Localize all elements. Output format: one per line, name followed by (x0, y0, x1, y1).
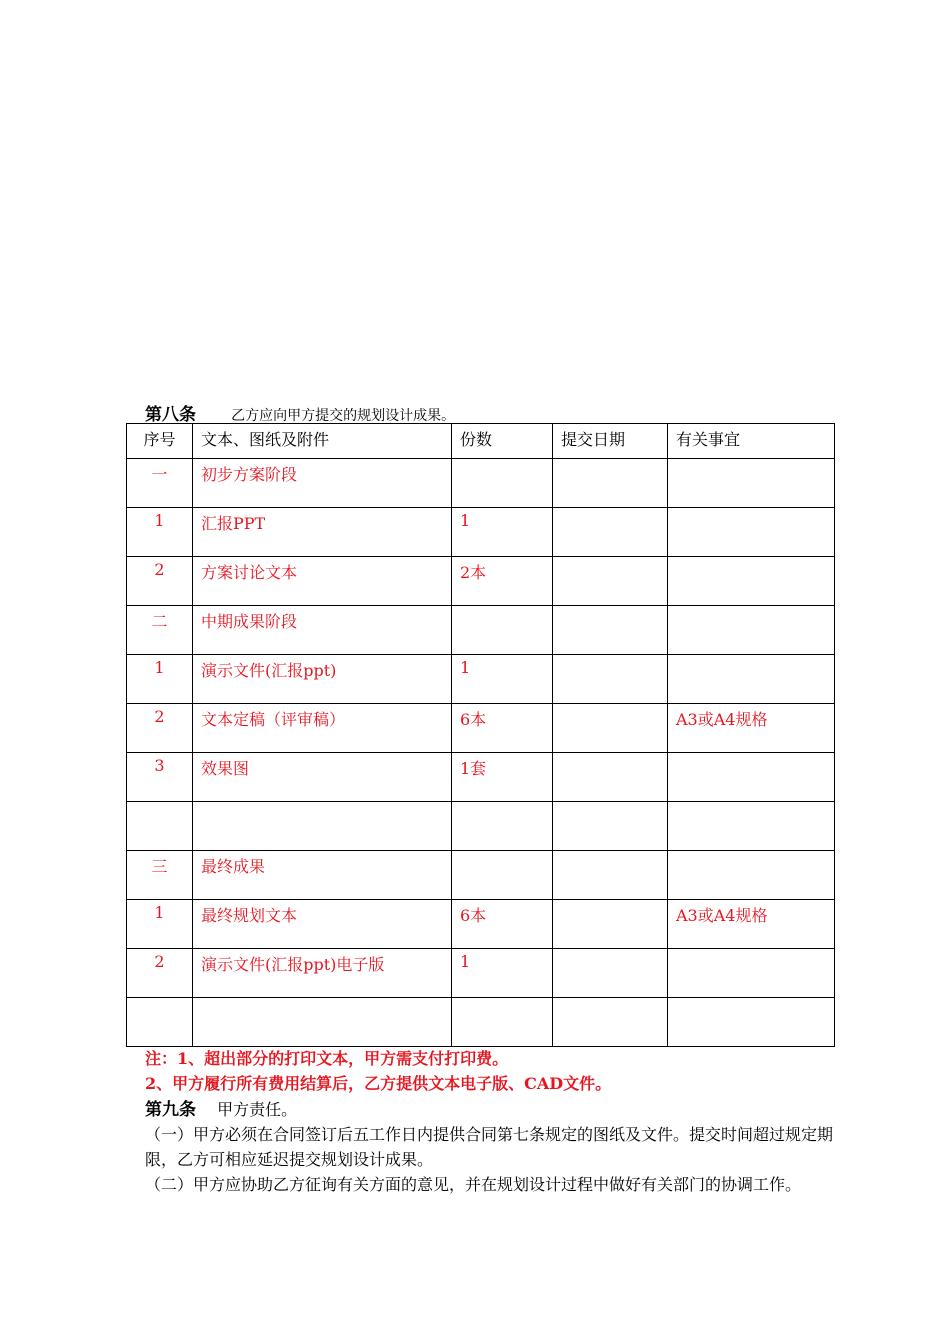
header-notes: 有关事宜 (668, 424, 835, 459)
note-line-1: 注：1、超出部分的打印文本，甲方需支付打印费。 (145, 1049, 509, 1068)
cell-notes (668, 508, 835, 557)
cell-index: 2 (127, 704, 193, 753)
cell-date (553, 557, 668, 606)
cell-notes: A3或A4规格 (668, 704, 835, 753)
cell-copies: 6本 (452, 900, 553, 949)
cell-copies: 2本 (452, 557, 553, 606)
cell-date (553, 998, 668, 1047)
table-row (127, 606, 835, 655)
cell-notes: A3或A4规格 (668, 900, 835, 949)
cell-date (553, 606, 668, 655)
cell-document: 汇报PPT (193, 508, 452, 557)
cell-document: 最终成果 (193, 851, 452, 900)
cell-index (127, 802, 193, 851)
cell-document: 文本定稿（评审稿） (193, 704, 452, 753)
cell-document: 初步方案阶段 (193, 459, 452, 508)
table-row (127, 851, 835, 900)
cell-notes (668, 557, 835, 606)
table-row (127, 655, 835, 704)
cell-copies (452, 459, 553, 508)
cell-index: 二 (127, 606, 193, 655)
cell-date (553, 655, 668, 704)
cell-notes (668, 851, 835, 900)
cell-notes (668, 459, 835, 508)
header-copies: 份数 (452, 424, 553, 459)
note-line-2: 2、甲方履行所有费用结算后，乙方提供文本电子版、CAD文件。 (145, 1074, 612, 1093)
table-row (127, 459, 835, 508)
cell-copies (452, 802, 553, 851)
article-8-label: 第八条 (145, 405, 196, 425)
article-9-body (145, 1122, 835, 1197)
cell-notes (668, 606, 835, 655)
table-row (127, 753, 835, 802)
table-row (127, 508, 835, 557)
cell-copies (452, 606, 553, 655)
header-document: 文本、图纸及附件 (193, 424, 452, 459)
cell-date (553, 802, 668, 851)
cell-index: 一 (127, 459, 193, 508)
cell-document: 中期成果阶段 (193, 606, 452, 655)
cell-index: 2 (127, 949, 193, 998)
cell-copies (452, 851, 553, 900)
cell-copies: 1 (452, 508, 553, 557)
cell-index: 3 (127, 753, 193, 802)
cell-document: 演示文件(汇报ppt)电子版 (193, 949, 452, 998)
cell-index: 1 (127, 900, 193, 949)
cell-document: 最终规划文本 (193, 900, 452, 949)
table-row (127, 704, 835, 753)
cell-document: 效果图 (193, 753, 452, 802)
cell-date (553, 900, 668, 949)
cell-copies: 1 (452, 949, 553, 998)
article-9-para-2: （二）甲方应协助乙方征询有关方面的意见，并在规划设计过程中做好有关部门的协调工作。 (145, 1175, 802, 1194)
cell-date (553, 851, 668, 900)
cell-copies: 1 (452, 655, 553, 704)
cell-date (553, 949, 668, 998)
cell-document (193, 998, 452, 1047)
notes-block (145, 1046, 611, 1096)
table-row (127, 900, 835, 949)
cell-index: 1 (127, 508, 193, 557)
cell-copies: 6本 (452, 704, 553, 753)
cell-document (193, 802, 452, 851)
cell-index (127, 998, 193, 1047)
cell-index: 2 (127, 557, 193, 606)
cell-date (553, 753, 668, 802)
table-header-row (127, 424, 835, 459)
cell-document: 演示文件(汇报ppt) (193, 655, 452, 704)
table-row (127, 998, 835, 1047)
article-9-text: 甲方责任。 (217, 1100, 298, 1119)
header-date: 提交日期 (553, 424, 668, 459)
cell-date (553, 508, 668, 557)
header-index: 序号 (127, 424, 193, 459)
article-9-para-1: （一）甲方必须在合同签订后五工作日内提供合同第七条规定的图纸及文件。提交时间超过规定期限，乙方可相应延迟提交规划设计成果。 (145, 1125, 834, 1169)
cell-notes (668, 753, 835, 802)
cell-notes (668, 655, 835, 704)
article-9-label: 第九条 (145, 1100, 196, 1120)
cell-copies: 1套 (452, 753, 553, 802)
table-row (127, 557, 835, 606)
cell-index: 三 (127, 851, 193, 900)
cell-copies (452, 998, 553, 1047)
table-row (127, 802, 835, 851)
article-8-heading (145, 400, 455, 425)
article-9-heading (145, 1097, 297, 1123)
cell-date (553, 704, 668, 753)
cell-notes (668, 949, 835, 998)
cell-index: 1 (127, 655, 193, 704)
cell-notes (668, 802, 835, 851)
table-row (127, 949, 835, 998)
cell-date (553, 459, 668, 508)
deliverables-table (126, 423, 835, 1047)
cell-notes (668, 998, 835, 1047)
cell-document: 方案讨论文本 (193, 557, 452, 606)
article-8-text: 乙方应向甲方提交的规划设计成果。 (231, 408, 456, 424)
